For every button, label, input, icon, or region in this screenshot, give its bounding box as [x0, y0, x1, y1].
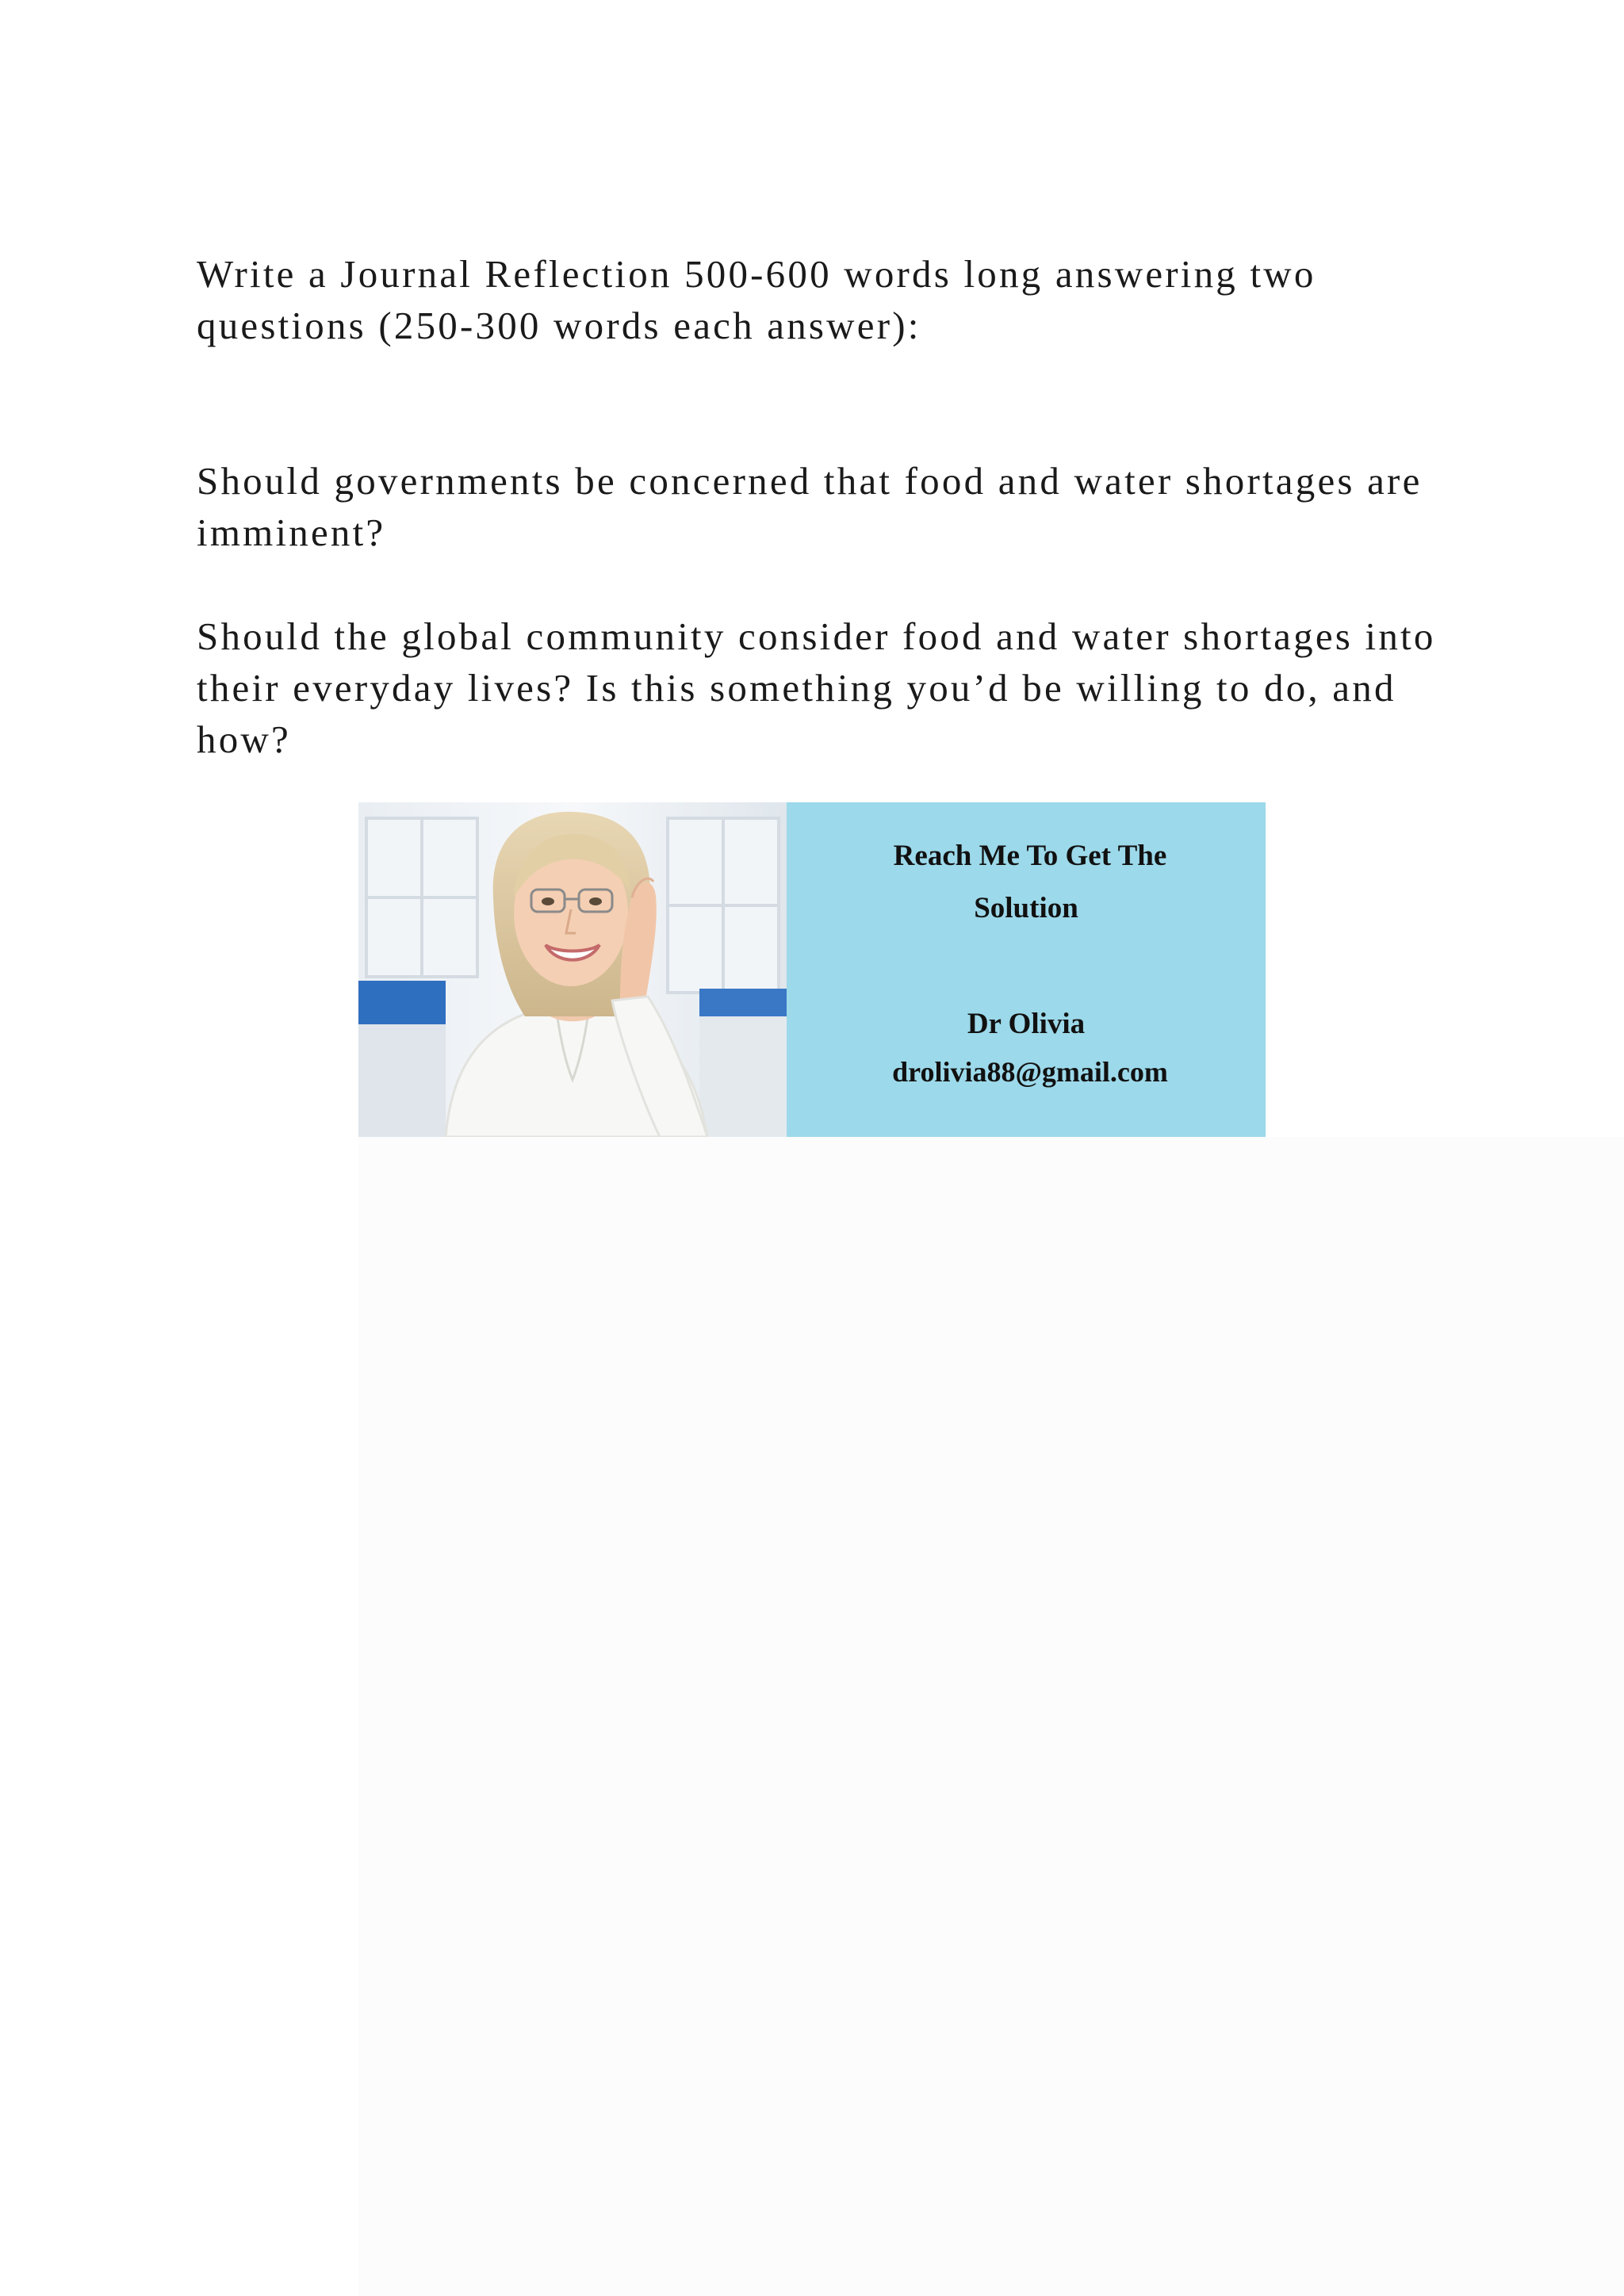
instruction-paragraph: Write a Journal Reflection 500-600 words long answering two questions (250-300 words each answer): — [197, 252, 1316, 347]
page-background-region — [358, 1137, 1624, 2296]
question-one: Should governments be concerned that food and water shortages are imminent? — [197, 459, 1423, 554]
banner-heading-line-2: Solution — [974, 892, 1078, 924]
contact-banner — [358, 802, 1266, 1137]
contact-email: drolivia88@gmail.com — [892, 1056, 1168, 1088]
banner-heading-line-1: Reach Me To Get The — [893, 840, 1167, 872]
contact-name: Dr Olivia — [967, 1008, 1086, 1040]
question-two: Should the global community consider food and water shortages into their everyday lives? Is this something you’d be willing to do, and how? — [197, 614, 1436, 761]
contact-info-panel — [787, 802, 1266, 1137]
woman-photo — [358, 802, 787, 1137]
